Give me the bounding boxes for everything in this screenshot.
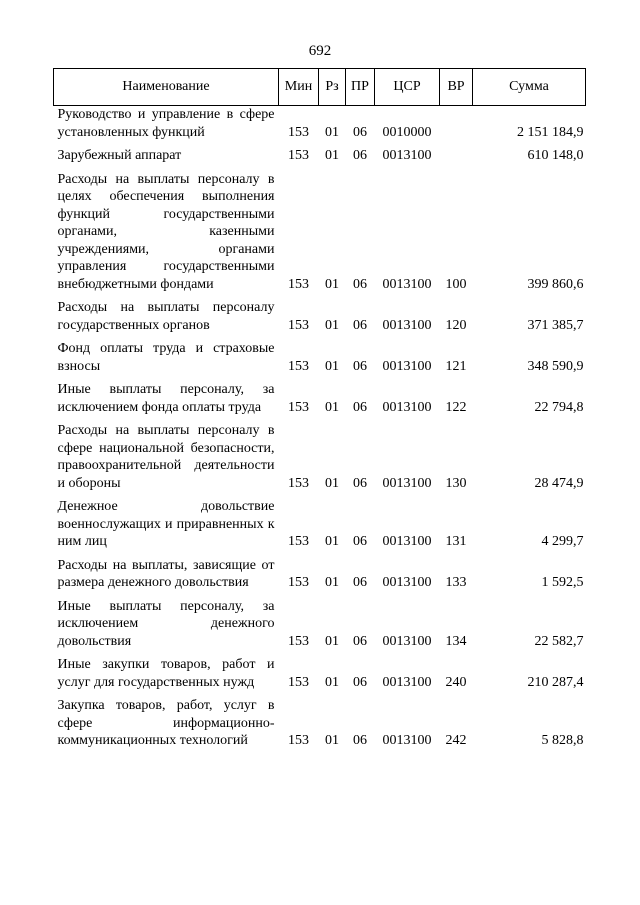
row-vr: 133 xyxy=(445,575,467,590)
row-rz: 01 xyxy=(325,475,339,491)
row-vr: 121 xyxy=(445,358,467,374)
row-min: 153 xyxy=(288,124,309,140)
row-csr: 0013100 xyxy=(382,358,432,374)
row-rz: 01 xyxy=(325,276,339,292)
row-rz: 01 xyxy=(325,148,339,163)
header-sum: Сумма xyxy=(473,69,586,106)
table-row xyxy=(54,551,586,592)
row-csr: 0013100 xyxy=(382,276,432,292)
row-pr: 06 xyxy=(353,733,367,748)
budget-table xyxy=(53,68,586,750)
row-rz: 01 xyxy=(325,124,339,140)
row-sum: 348 590,9 xyxy=(527,358,584,374)
row-min: 153 xyxy=(288,534,309,549)
row-sum: 2 151 184,9 xyxy=(517,124,584,140)
row-csr: 0013100 xyxy=(382,674,432,690)
row-name: Руководство и управление в сфере установленных функций xyxy=(57,107,275,140)
row-sum: 210 287,4 xyxy=(527,674,584,690)
row-csr: 0013100 xyxy=(382,475,432,491)
row-rz: 01 xyxy=(325,633,339,649)
row-rz: 01 xyxy=(325,674,339,690)
row-vr: 120 xyxy=(445,317,467,333)
row-vr: 100 xyxy=(445,276,467,292)
row-pr: 06 xyxy=(353,575,367,590)
row-name: Иные закупки товаров, работ и услуг для государственных нужд xyxy=(57,657,275,690)
row-sum: 610 148,0 xyxy=(527,148,584,163)
row-sum: 399 860,6 xyxy=(527,276,584,292)
header-min: Мин xyxy=(279,69,319,106)
row-pr: 06 xyxy=(353,475,367,491)
header-name: Наименование xyxy=(54,69,279,106)
row-name: Иные выплаты персоналу, за исключением денежного довольствия xyxy=(57,598,275,649)
row-rz: 01 xyxy=(325,399,339,415)
row-csr: 0013100 xyxy=(382,399,432,415)
table-row xyxy=(54,650,586,691)
table-row xyxy=(54,334,586,375)
row-name: Расходы на выплаты, зависящие от размера денежного довольствия xyxy=(57,557,275,590)
row-pr: 06 xyxy=(353,276,367,292)
row-sum: 4 299,7 xyxy=(541,534,584,549)
row-csr: 0013100 xyxy=(382,148,432,163)
row-name: Расходы на выплаты персоналу в сфере национальной безопасности, правоохранительной деятельности и обороны xyxy=(57,423,275,491)
row-vr: 240 xyxy=(445,674,467,690)
row-min: 153 xyxy=(288,148,309,163)
row-pr: 06 xyxy=(353,148,367,163)
page-number: 692 xyxy=(308,43,332,59)
table-header xyxy=(54,69,586,106)
row-csr: 0013100 xyxy=(382,633,432,649)
table-row xyxy=(54,492,586,551)
row-min: 153 xyxy=(288,358,309,374)
row-sum: 1 592,5 xyxy=(541,575,584,590)
row-csr: 0013100 xyxy=(382,317,432,333)
row-pr: 06 xyxy=(353,534,367,549)
row-csr: 0013100 xyxy=(382,534,432,549)
row-vr xyxy=(440,106,473,142)
row-vr: 122 xyxy=(445,399,467,415)
row-pr: 06 xyxy=(353,633,367,649)
row-min: 153 xyxy=(288,674,309,690)
row-pr: 06 xyxy=(353,358,367,374)
header-csr: ЦСР xyxy=(375,69,440,106)
row-rz: 01 xyxy=(325,534,339,549)
row-sum: 5 828,8 xyxy=(541,733,584,748)
row-pr: 06 xyxy=(353,674,367,690)
row-name: Фонд оплаты труда и страховые взносы xyxy=(57,341,275,374)
row-rz: 01 xyxy=(325,575,339,590)
row-min: 153 xyxy=(288,475,309,491)
header-pr: ПР xyxy=(346,69,375,106)
table-row xyxy=(54,375,586,416)
row-sum: 28 474,9 xyxy=(534,475,584,491)
row-sum: 22 794,8 xyxy=(534,399,584,415)
row-pr: 06 xyxy=(353,124,367,140)
row-name: Расходы на выплаты персоналу государственных органов xyxy=(57,300,275,333)
table-row xyxy=(54,165,586,294)
row-pr: 06 xyxy=(353,399,367,415)
row-rz: 01 xyxy=(325,317,339,333)
row-name: Иные выплаты персоналу, за исключением фонда оплаты труда xyxy=(57,382,275,415)
table-row xyxy=(54,293,586,334)
row-min: 153 xyxy=(288,399,309,415)
header-rz: Рз xyxy=(319,69,346,106)
row-name: Закупка товаров, работ, услуг в сфере информационно-коммуникационных технологий xyxy=(57,698,275,748)
row-name: Денежное довольствие военнослужащих и приравненных к ним лиц xyxy=(57,499,275,549)
table-row xyxy=(54,141,586,165)
row-vr: 131 xyxy=(445,534,467,549)
row-pr: 06 xyxy=(353,317,367,333)
table-body xyxy=(54,106,586,750)
row-vr: 130 xyxy=(445,475,467,491)
row-sum: 22 582,7 xyxy=(534,633,584,649)
row-vr: 242 xyxy=(445,733,467,748)
row-name: Расходы на выплаты персоналу в целях обеспечения выполнения функций государственными органами, казенными учреждениями, органами управления государственными внебюджетными фондами xyxy=(57,171,275,292)
row-min: 153 xyxy=(288,733,309,748)
table-row xyxy=(54,592,586,651)
row-sum: 371 385,7 xyxy=(527,317,584,333)
row-csr: 0013100 xyxy=(382,575,432,590)
row-csr: 0013100 xyxy=(382,733,432,748)
row-rz: 01 xyxy=(325,358,339,374)
row-min: 153 xyxy=(288,317,309,333)
row-vr xyxy=(440,141,473,165)
header-vr: ВР xyxy=(440,69,473,106)
row-min: 153 xyxy=(288,575,309,590)
table-row xyxy=(54,106,586,142)
row-min: 153 xyxy=(288,633,309,649)
row-rz: 01 xyxy=(325,733,339,748)
row-name: Зарубежный аппарат xyxy=(57,148,182,163)
row-min: 153 xyxy=(288,276,309,292)
row-csr: 0010000 xyxy=(382,124,432,140)
table-row xyxy=(54,691,586,750)
row-vr: 134 xyxy=(445,633,467,649)
table-row xyxy=(54,416,586,492)
